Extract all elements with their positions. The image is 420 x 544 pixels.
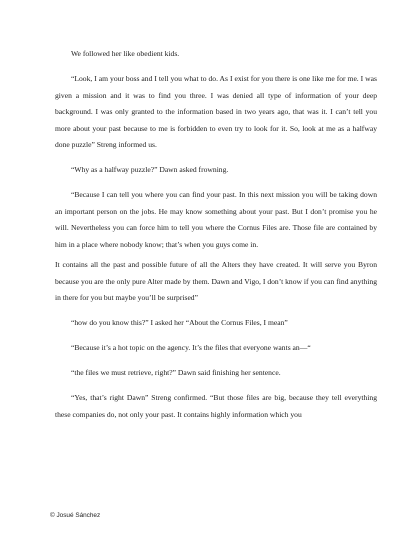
paragraph: “how do you know this?” I asked her “About the Cornus Files, I mean” [71, 318, 288, 327]
body-text [55, 46, 377, 432]
copyright-footer: © Josué Sánchez [50, 512, 101, 519]
paragraph: We followed her like obedient kids. [71, 49, 180, 58]
paragraph: “Because it’s a hot topic on the agency. It’s the files that everyone wants an—“ [71, 343, 311, 352]
paragraph: “Look, I am your boss and I tell you what to do. As I exist for you there is one like me for me. I was given a mission and it was to find you three. I was denied all type of information of your deep background. I was only granted to the information based in two years ago, that was it. I can’t tell you more about your past because to me is forbidden to even try to look for it. So, look at me as a halfway done puzzle” Streng informed us. [55, 74, 377, 149]
paragraph: “Why as a halfway puzzle?” Dawn asked frowning. [71, 165, 229, 174]
paragraph: It contains all the past and possible future of all the Alters they have created. It will serve you Byron because you are the only pure Alter made by them. Dawn and Vigo, I don’t know if you can find anything in there for you but maybe you’ll be surprised” [55, 260, 377, 302]
paragraph: “the files we must retrieve, right?” Dawn said finishing her sentence. [71, 368, 281, 377]
paragraph: “Because I can tell you where you can find your past. In this next mission you will be taking down an important person on the jobs. He may know something about your past. But I don’t promise you he will. Nevertheless you can force him to tell you where the Cornus Files are. Those file are contained by him in a place where nobody know; that’s when you guys come in. [55, 190, 377, 249]
paragraph: “Yes, that’s right Dawn” Streng confirmed. “But those files are big, because they tell everything these companies do, not only your past. It contains highly information which you [55, 393, 377, 419]
